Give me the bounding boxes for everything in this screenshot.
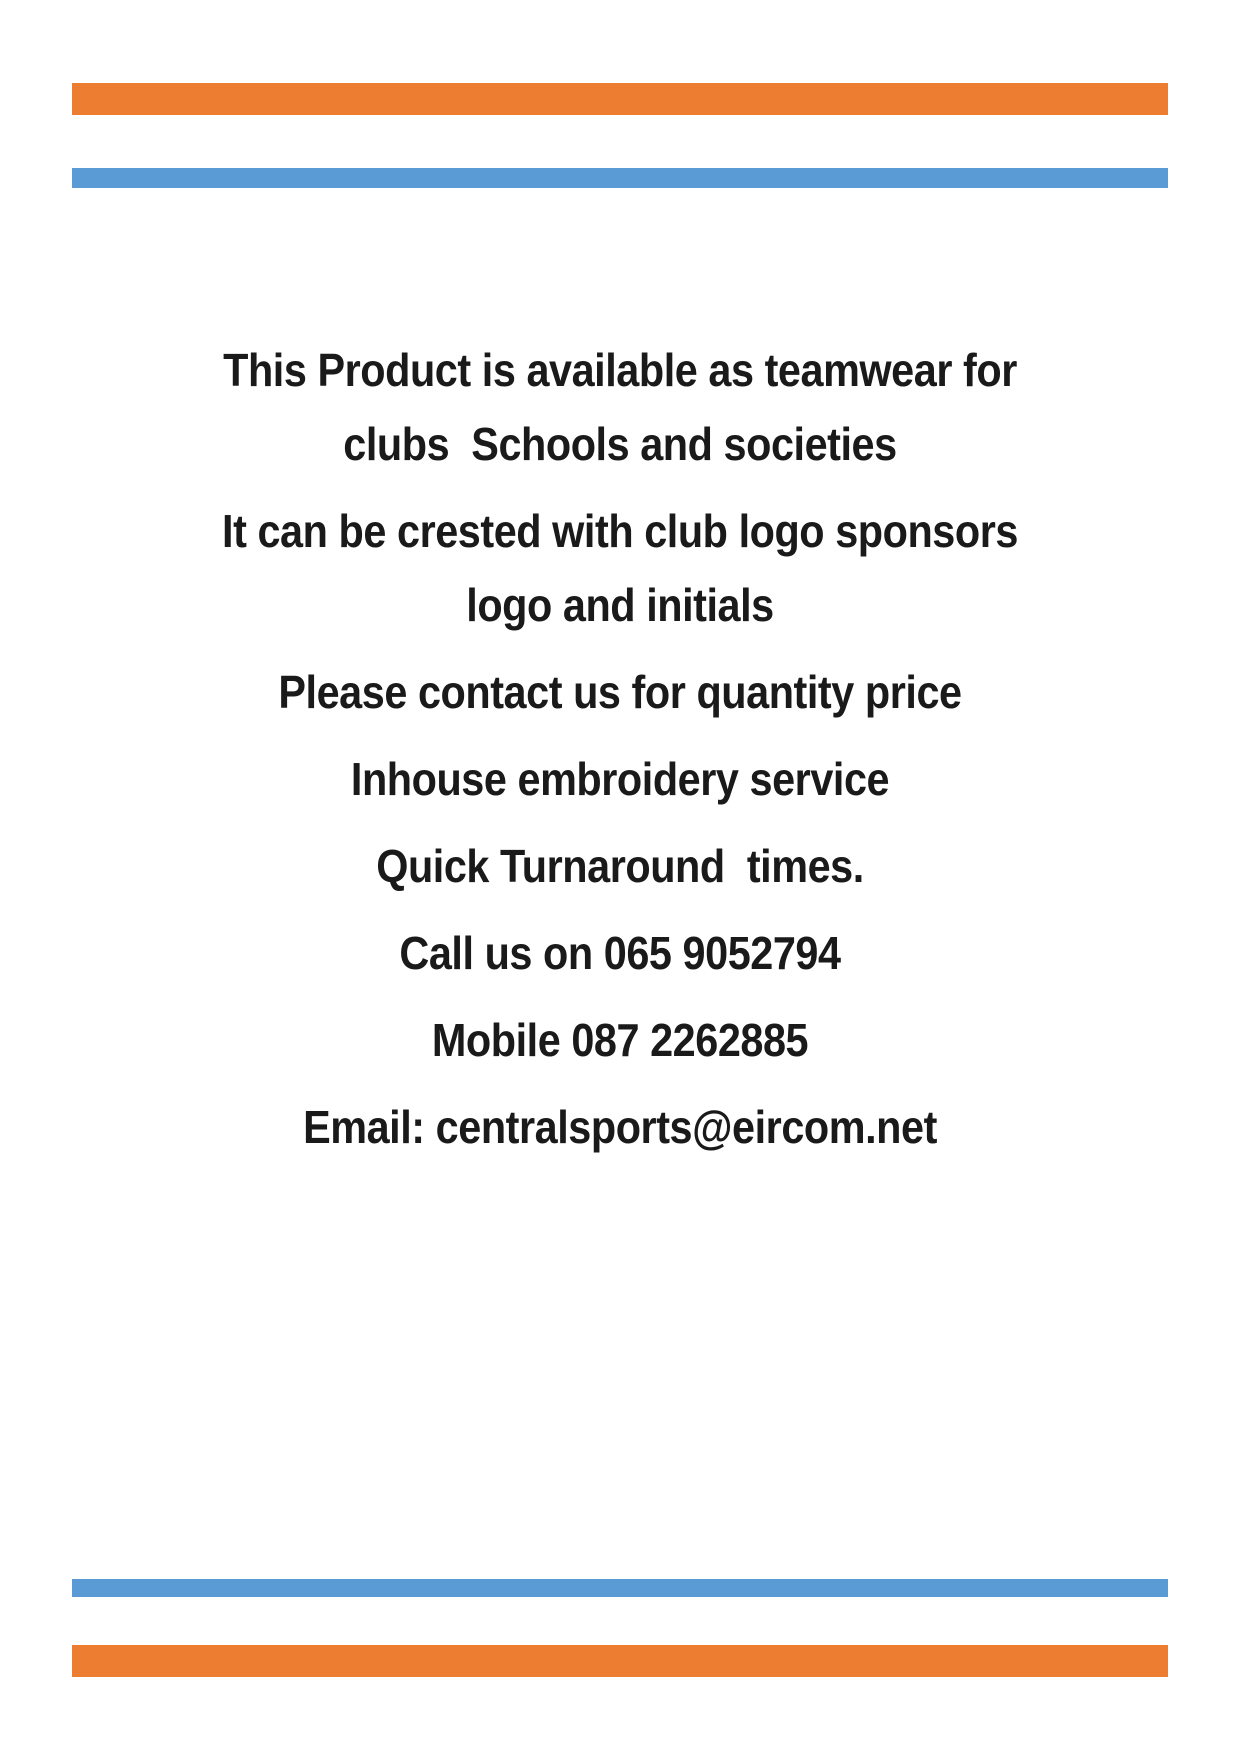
paragraph-phone-mobile bbox=[98, 1003, 1142, 1077]
embroidery-service-text: Inhouse embroidery service bbox=[350, 753, 890, 805]
top-blue-bar bbox=[72, 168, 1168, 188]
paragraph-availability bbox=[98, 333, 1142, 481]
bottom-blue-bar bbox=[72, 1579, 1168, 1597]
paragraph-quantity-price bbox=[98, 655, 1142, 729]
body-text bbox=[40, 333, 1200, 1164]
paragraph-email bbox=[98, 1090, 1142, 1164]
phone-mobile-text: Mobile 087 2262885 bbox=[431, 1014, 809, 1066]
quantity-price-text: Please contact us for quantity price bbox=[278, 666, 962, 718]
turnaround-times-text: Quick Turnaround times. bbox=[376, 840, 864, 892]
cresting-line-1: It can be crested with club logo sponsors bbox=[222, 505, 1018, 557]
top-orange-bar bbox=[72, 83, 1168, 115]
availability-line-2: clubs Schools and societies bbox=[343, 418, 897, 470]
paragraph-turnaround-times bbox=[98, 829, 1142, 903]
cresting-line-2: logo and initials bbox=[466, 579, 774, 631]
email-address-text: Email: centralsports@eircom.net bbox=[303, 1101, 937, 1153]
phone-landline-text: Call us on 065 9052794 bbox=[399, 927, 841, 979]
availability-line-1: This Product is available as teamwear for bbox=[223, 344, 1017, 396]
bottom-orange-bar bbox=[72, 1645, 1168, 1677]
paragraph-embroidery-service bbox=[98, 742, 1142, 816]
paragraph-phone-landline bbox=[98, 916, 1142, 990]
paragraph-cresting bbox=[98, 494, 1142, 642]
